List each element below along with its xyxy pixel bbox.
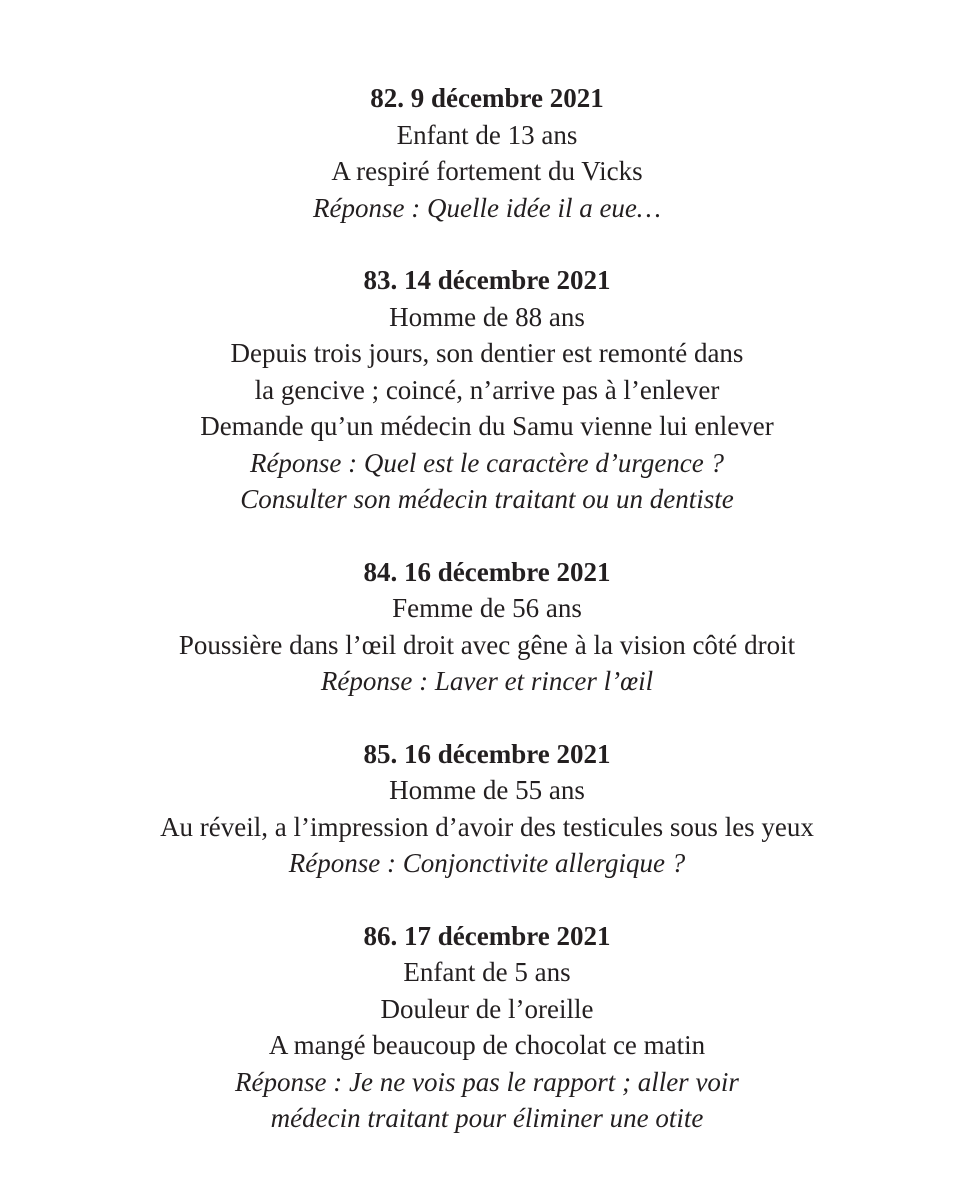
entry-title: 86. 17 décembre 2021 [363,920,611,951]
entry-83 [0,262,974,518]
entry-line: Enfant de 13 ans [396,119,578,150]
entry-line: Homme de 55 ans [389,775,585,805]
entry-line: Au réveil, a l’impression d’avoir des testicules sous les yeux [160,811,814,842]
entry-title: 84. 16 décembre 2021 [363,556,611,587]
entry-answer: Réponse : Quelle idée il a eue… [313,192,661,223]
entry-line: Poussière dans l’œil droit avec gêne à la vision côté droit [178,629,796,660]
entry-title: 83. 14 décembre 2021 [363,265,611,295]
entry-86 [0,918,974,1137]
entry-line: A respiré fortement du Vicks [331,156,643,186]
entry-84 [0,554,974,700]
entry-answer: Consulter son médecin traitant ou un dentiste [240,484,734,514]
entry-title: 82. 9 décembre 2021 [370,83,604,113]
entry-answer: Réponse : Je ne vois pas le rapport ; aller voir [235,1066,739,1097]
entry-answer: Réponse : Conjonctivite allergique ? [288,848,686,878]
entry-line: la gencive ; coincé, n’arrive pas à l’enlever [254,374,720,405]
entry-title: 85. 16 décembre 2021 [363,738,611,769]
entry-answer: Réponse : Laver et rincer l’œil [320,666,654,696]
entry-line: A mangé beaucoup de chocolat ce matin [268,1030,706,1060]
entry-85 [0,736,974,882]
entry-line: Douleur de l’oreille [380,993,594,1024]
entry-line: Demande qu’un médecin du Samu vienne lui enlever [200,411,774,441]
document-page [0,80,974,1173]
entry-answer: médecin traitant pour éliminer une otite [270,1103,704,1133]
entry-line: Enfant de 5 ans [403,957,571,987]
entry-line: Homme de 88 ans [389,301,585,332]
entry-answer: Réponse : Quel est le caractère d’urgence ? [249,447,725,478]
entry-line: Depuis trois jours, son dentier est remonté dans [230,338,744,368]
entry-82 [0,80,974,226]
entry-line: Femme de 56 ans [392,593,582,623]
